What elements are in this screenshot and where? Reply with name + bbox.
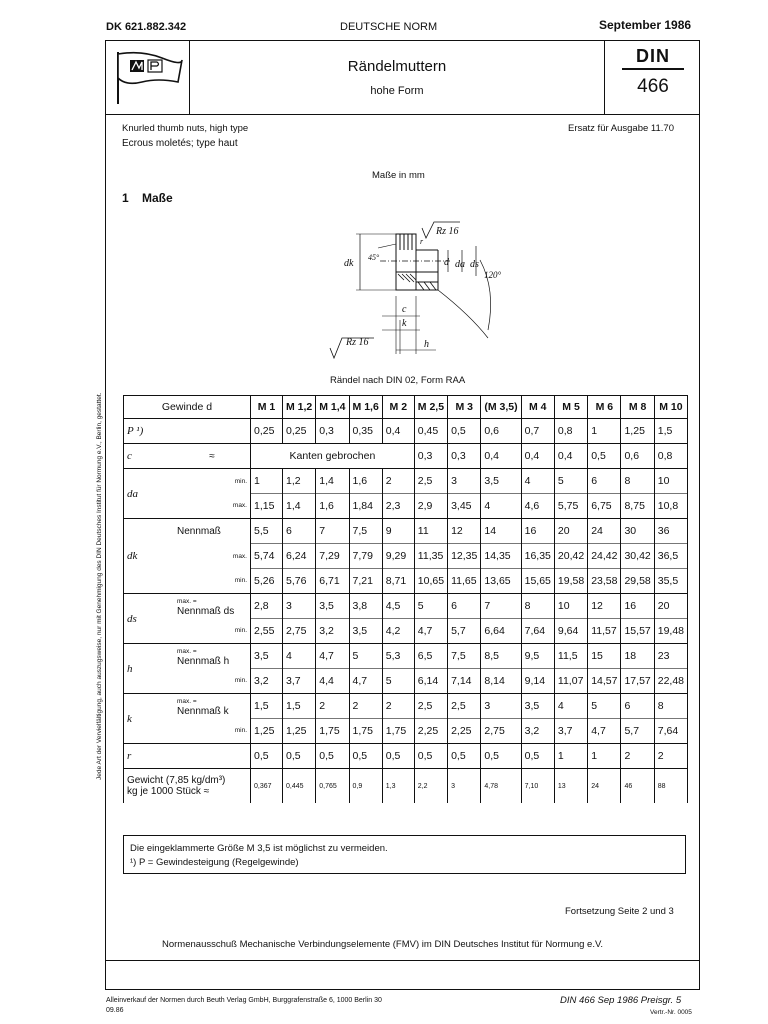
table-cell: 1,75	[316, 719, 349, 744]
table-cell: 0,8	[654, 444, 687, 469]
table-cell: 1,6	[316, 494, 349, 519]
table-cell: 0,5	[251, 744, 283, 769]
table-cell: 0,5	[414, 744, 447, 769]
h-symbol: h	[124, 644, 175, 694]
table-cell: 2,3	[382, 494, 414, 519]
table-bottom-rule	[123, 835, 686, 836]
units-note: Maße in mm	[372, 170, 425, 181]
table-cell: 1,15	[251, 494, 283, 519]
footer-date: 09.86	[106, 1007, 124, 1014]
table-cell: 2	[382, 694, 414, 719]
table-cell: 2,5	[414, 694, 447, 719]
copyright-side-note: Jede Art der Vervielfältigung, auch auszugsweise, nur mit Genehmigung des DIN Deutsches Institut für Normung e.V., Berlin, gestattet.	[96, 392, 103, 780]
table-cell: 1,75	[382, 719, 414, 744]
table-cell: 0,7	[521, 419, 554, 444]
table-row-h-max	[124, 644, 688, 669]
table-cell: 30,42	[621, 544, 654, 569]
table-cell: 3	[448, 469, 481, 494]
table-cell: 2,25	[414, 719, 447, 744]
table-cell: 0,5	[448, 419, 481, 444]
title-divider-left	[189, 40, 190, 115]
max-label: max.	[174, 544, 251, 569]
table-cell: 5	[349, 644, 382, 669]
weight-label: Gewicht (7,85 kg/dm³) kg je 1000 Stück ≈	[124, 769, 251, 804]
table-row-weight	[124, 769, 688, 804]
table-cell: 11,65	[448, 569, 481, 594]
c-merged-cell: Kanten gebrochen	[251, 444, 415, 469]
table-cell: 7,79	[349, 544, 382, 569]
table-cell: 2	[382, 469, 414, 494]
table-cell: 7,29	[316, 544, 349, 569]
table-row-ds-max	[124, 594, 688, 619]
table-cell: 15,65	[521, 569, 554, 594]
table-cell: 2,25	[448, 719, 481, 744]
table-row-dk-max	[124, 544, 688, 569]
table-cell: 6,75	[588, 494, 621, 519]
table-cell: 2,2	[414, 769, 447, 804]
d-label: d	[444, 257, 449, 268]
min-label: min.	[174, 619, 251, 644]
table-cell: 1	[554, 744, 587, 769]
table-row-k-min	[124, 719, 688, 744]
din-flag-logo-icon	[112, 48, 184, 106]
thread-header: M 4	[521, 396, 554, 419]
table-cell: 9,29	[382, 544, 414, 569]
table-cell: 2,9	[414, 494, 447, 519]
table-cell: 24,42	[588, 544, 621, 569]
table-cell: 0,5	[316, 744, 349, 769]
table-row-r	[124, 744, 688, 769]
footer-publisher	[106, 996, 382, 1016]
table-cell: 3,5	[521, 694, 554, 719]
table-cell: 4,7	[414, 619, 447, 644]
continuation-note: Fortsetzung Seite 2 und 3	[565, 906, 674, 917]
table-cell: 16	[521, 519, 554, 544]
table-row-c	[124, 444, 688, 469]
thread-header: M 8	[621, 396, 654, 419]
page-title: Rändelmuttern	[347, 58, 447, 75]
table-cell: 1,84	[349, 494, 382, 519]
thread-header-label: Gewinde d	[124, 396, 251, 419]
table-cell: 12	[588, 594, 621, 619]
table-row-ds-min	[124, 619, 688, 644]
table-cell: 30	[621, 519, 654, 544]
table-cell: 5,26	[251, 569, 283, 594]
ds-nenn-label: max. = Nennmaß ds	[174, 594, 251, 619]
dk-label: dk	[344, 258, 354, 269]
table-cell: 5	[382, 669, 414, 694]
surface-roughness-label-2: Rz 16	[346, 337, 369, 348]
table-cell: 11,57	[588, 619, 621, 644]
table-cell: 2	[316, 694, 349, 719]
english-title: Knurled thumb nuts, high type	[122, 123, 249, 134]
da-label: da	[455, 259, 465, 270]
page-subtitle: hohe Form	[370, 85, 424, 97]
thread-header: M 1,2	[283, 396, 316, 419]
dimensions-table	[123, 395, 688, 803]
thread-header: M 1,4	[316, 396, 349, 419]
table-cell: 88	[654, 769, 687, 804]
table-cell: 10,65	[414, 569, 447, 594]
table-cell: 4,6	[521, 494, 554, 519]
k-symbol: k	[124, 694, 175, 744]
table-cell: 19,48	[654, 619, 687, 644]
c-symbol: c	[124, 444, 175, 469]
table-cell: 23	[654, 644, 687, 669]
table-cell: 12,35	[448, 544, 481, 569]
table-cell: 5,7	[621, 719, 654, 744]
table-cell: 6	[621, 694, 654, 719]
max-label: max.	[174, 494, 251, 519]
table-cell: 0,6	[481, 419, 521, 444]
r-label: r	[420, 237, 424, 246]
issue-date: September 1986	[599, 18, 692, 32]
surface-roughness-label: Rz 16	[436, 226, 459, 237]
table-cell: 4	[521, 469, 554, 494]
table-cell: 6	[283, 519, 316, 544]
din-underline	[622, 68, 684, 70]
table-cell: 0,25	[283, 419, 316, 444]
table-cell: 11	[414, 519, 447, 544]
table-cell: 7,5	[448, 644, 481, 669]
c-label: c	[402, 304, 407, 315]
table-cell: 4,7	[588, 719, 621, 744]
table-cell: 2,75	[283, 619, 316, 644]
table-cell: 3,2	[521, 719, 554, 744]
nenn-label: Nennmaß	[174, 519, 251, 544]
min-label: min.	[174, 719, 251, 744]
table-cell: 7,10	[521, 769, 554, 804]
table-cell: 9	[382, 519, 414, 544]
r-symbol: r	[124, 744, 251, 769]
table-cell: 1,2	[283, 469, 316, 494]
table-row-p	[124, 419, 688, 444]
table-cell: 20	[554, 519, 587, 544]
table-cell: 5	[414, 594, 447, 619]
table-cell: 19,58	[554, 569, 587, 594]
table-cell: 3,7	[283, 669, 316, 694]
table-cell: 0,5	[382, 744, 414, 769]
table-cell: 3,2	[251, 669, 283, 694]
table-cell: 2,8	[251, 594, 283, 619]
table-cell: 4	[481, 494, 521, 519]
table-cell: 8,71	[382, 569, 414, 594]
dk-number: DK 621.882.342	[106, 21, 187, 33]
table-cell: 0,9	[349, 769, 382, 804]
table-cell: 1	[588, 744, 621, 769]
table-cell: 7,64	[521, 619, 554, 644]
table-cell: 5,7	[448, 619, 481, 644]
table-cell: 0,4	[521, 444, 554, 469]
table-cell: 4,4	[316, 669, 349, 694]
table-cell: 3,5	[316, 594, 349, 619]
section-number: 1	[122, 191, 129, 205]
table-cell: 4,7	[349, 669, 382, 694]
table-cell: 0,3	[448, 444, 481, 469]
table-cell: 15,57	[621, 619, 654, 644]
table-cell: 1,4	[316, 469, 349, 494]
table-cell: 14,57	[588, 669, 621, 694]
h-label: h	[424, 339, 429, 350]
table-cell: 4,2	[382, 619, 414, 644]
table-cell: 7,14	[448, 669, 481, 694]
table-cell: 5,74	[251, 544, 283, 569]
table-cell: 7,21	[349, 569, 382, 594]
table-cell: 4	[283, 644, 316, 669]
table-cell: 5,5	[251, 519, 283, 544]
table-cell: 4,5	[382, 594, 414, 619]
thread-header: M 1	[251, 396, 283, 419]
table-cell: 10	[554, 594, 587, 619]
section-title: Maße	[142, 191, 173, 205]
table-cell: 3	[283, 594, 316, 619]
table-cell: 0,4	[481, 444, 521, 469]
table-cell: 1,75	[349, 719, 382, 744]
table-cell: 6	[588, 469, 621, 494]
notes-box	[123, 836, 686, 874]
table-cell: 14	[481, 519, 521, 544]
table-cell: 13,65	[481, 569, 521, 594]
table-cell: 29,58	[621, 569, 654, 594]
table-cell: 2	[349, 694, 382, 719]
table-row-h-min	[124, 669, 688, 694]
table-cell: 2,55	[251, 619, 283, 644]
table-cell: 10	[654, 469, 687, 494]
table-cell: 18	[621, 644, 654, 669]
table-cell: 11,5	[554, 644, 587, 669]
table-cell: 2,75	[481, 719, 521, 744]
table-cell: 2,5	[448, 694, 481, 719]
table-cell: 2	[654, 744, 687, 769]
din-number: 466	[637, 76, 669, 97]
angle-label: 45°	[368, 253, 380, 262]
table-cell: 2,5	[414, 469, 447, 494]
table-cell: 17,57	[621, 669, 654, 694]
table-cell: 13	[554, 769, 587, 804]
table-cell: 5,3	[382, 644, 414, 669]
table-cell: 0,25	[251, 419, 283, 444]
table-cell: 20,42	[554, 544, 587, 569]
thread-header: M 6	[588, 396, 621, 419]
angle-120-label: 120°	[484, 270, 502, 280]
k-nenn-label: max. = Nennmaß k	[174, 694, 251, 719]
table-cell: 3,7	[554, 719, 587, 744]
table-cell: 4	[554, 694, 587, 719]
table-cell: 0,5	[481, 744, 521, 769]
table-cell: 0,6	[621, 444, 654, 469]
table-cell: 1,25	[251, 719, 283, 744]
table-cell: 1	[251, 469, 283, 494]
h-nenn-label: max. = Nennmaß h	[174, 644, 251, 669]
table-cell: 12	[448, 519, 481, 544]
table-cell: 3	[448, 769, 481, 804]
table-cell: 3	[481, 694, 521, 719]
table-cell: 0,4	[554, 444, 587, 469]
table-cell: 1,25	[621, 419, 654, 444]
table-cell: 8,5	[481, 644, 521, 669]
table-cell: 5	[554, 469, 587, 494]
min-label: min.	[174, 669, 251, 694]
table-cell: 6	[448, 594, 481, 619]
table-cell: 16	[621, 594, 654, 619]
footer-vertr: Vertr.-Nr. 0005	[650, 1009, 692, 1016]
table-header-row	[124, 396, 688, 419]
table-cell: 1,5	[251, 694, 283, 719]
table-row-da-min	[124, 469, 688, 494]
c-approx: ≈	[174, 444, 251, 469]
table-cell: 0,5	[349, 744, 382, 769]
table-row-da-max	[124, 494, 688, 519]
table-cell: 8,14	[481, 669, 521, 694]
table-cell: 1,5	[283, 694, 316, 719]
thread-header: M 2,5	[414, 396, 447, 419]
table-cell: 35,5	[654, 569, 687, 594]
table-cell: 0,8	[554, 419, 587, 444]
table-cell: 0,5	[588, 444, 621, 469]
table-cell: 8	[521, 594, 554, 619]
table-row-k-max	[124, 694, 688, 719]
table-cell: 3,45	[448, 494, 481, 519]
footer-din-ref: DIN 466 Sep 1986 Preisgr. 5	[560, 995, 682, 1006]
table-cell: 1,6	[349, 469, 382, 494]
table-cell: 8	[654, 694, 687, 719]
footer-publisher-line: Alleinverkauf der Normen durch Beuth Verlag GmbH, Burggrafenstraße 6, 1000 Berlin 30	[106, 997, 382, 1004]
thread-header: (M 3,5)	[481, 396, 521, 419]
dk-symbol: dk	[124, 519, 175, 594]
table-cell: 1,3	[382, 769, 414, 804]
table-cell: 10,8	[654, 494, 687, 519]
table-cell: 7,5	[349, 519, 382, 544]
footnote-2: ¹) P = Gewindesteigung (Regelgewinde)	[130, 857, 299, 868]
table-cell: 3,8	[349, 594, 382, 619]
table-cell: 1	[588, 419, 621, 444]
table-cell: 5,76	[283, 569, 316, 594]
table-cell: 1,4	[283, 494, 316, 519]
min-label: min.	[174, 469, 251, 494]
footer-rule	[105, 960, 700, 961]
table-cell: 4,78	[481, 769, 521, 804]
table-cell: 6,5	[414, 644, 447, 669]
footnote-1: Die eingeklammerte Größe M 3,5 ist möglichst zu vermeiden.	[130, 843, 388, 854]
table-cell: 6,14	[414, 669, 447, 694]
table-cell: 9,64	[554, 619, 587, 644]
table-cell: 0,445	[283, 769, 316, 804]
table-cell: 3,5	[251, 644, 283, 669]
committee-line: Normenausschuß Mechanische Verbindungselemente (FMV) im DIN Deutsches Institut für Normung e.V.	[162, 939, 604, 950]
table-cell: 46	[621, 769, 654, 804]
french-title: Ecrous moletés; type haut	[122, 138, 238, 149]
table-cell: 3,5	[349, 619, 382, 644]
table-cell: 11,35	[414, 544, 447, 569]
norm-label: DEUTSCHE NORM	[340, 21, 438, 33]
table-cell: 0,765	[316, 769, 349, 804]
table-cell: 8	[621, 469, 654, 494]
table-cell: 5,75	[554, 494, 587, 519]
min-label: min.	[174, 569, 251, 594]
table-cell: 2	[621, 744, 654, 769]
table-cell: 1,5	[654, 419, 687, 444]
table-cell: 16,35	[521, 544, 554, 569]
da-symbol: da	[124, 469, 175, 519]
table-cell: 0,45	[414, 419, 447, 444]
drawing-caption: Rändel nach DIN 02, Form RAA	[330, 375, 466, 386]
thread-header: M 3	[448, 396, 481, 419]
table-cell: 3,5	[481, 469, 521, 494]
table-cell: 0,3	[316, 419, 349, 444]
table-cell: 9,5	[521, 644, 554, 669]
table-cell: 0,5	[521, 744, 554, 769]
table-cell: 0,35	[349, 419, 382, 444]
table-cell: 11,07	[554, 669, 587, 694]
table-cell: 9,14	[521, 669, 554, 694]
table-cell: 0,367	[251, 769, 283, 804]
ds-label: ds	[470, 259, 479, 270]
k-label: k	[402, 318, 407, 329]
ds-symbol: ds	[124, 594, 175, 644]
table-cell: 1,25	[283, 719, 316, 744]
thread-header: M 2	[382, 396, 414, 419]
table-row-dk-nenn	[124, 519, 688, 544]
table-cell: 7	[481, 594, 521, 619]
table-cell: 7,64	[654, 719, 687, 744]
table-cell: 8,75	[621, 494, 654, 519]
table-cell: 22,48	[654, 669, 687, 694]
table-cell: 36,5	[654, 544, 687, 569]
table-cell: 0,5	[448, 744, 481, 769]
replaces-edition: Ersatz für Ausgabe 11.70	[568, 123, 674, 134]
table-cell: 0,5	[283, 744, 316, 769]
thread-header: M 1,6	[349, 396, 382, 419]
table-cell: 5	[588, 694, 621, 719]
p-symbol: P ¹)	[124, 419, 251, 444]
table-row-dk-min	[124, 569, 688, 594]
table-cell: 15	[588, 644, 621, 669]
thread-header: M 10	[654, 396, 687, 419]
table-cell: 6,64	[481, 619, 521, 644]
table-cell: 36	[654, 519, 687, 544]
table-cell: 0,3	[414, 444, 447, 469]
table-cell: 24	[588, 769, 621, 804]
table-cell: 6,71	[316, 569, 349, 594]
thread-header: M 5	[554, 396, 587, 419]
table-cell: 24	[588, 519, 621, 544]
table-cell: 23,58	[588, 569, 621, 594]
table-cell: 20	[654, 594, 687, 619]
table-cell: 3,2	[316, 619, 349, 644]
table-cell: 6,24	[283, 544, 316, 569]
table-cell: 14,35	[481, 544, 521, 569]
table-cell: 4,7	[316, 644, 349, 669]
table-cell: 7	[316, 519, 349, 544]
nut-technical-drawing	[320, 220, 520, 370]
table-cell: 0,4	[382, 419, 414, 444]
din-label: DIN	[636, 46, 670, 66]
